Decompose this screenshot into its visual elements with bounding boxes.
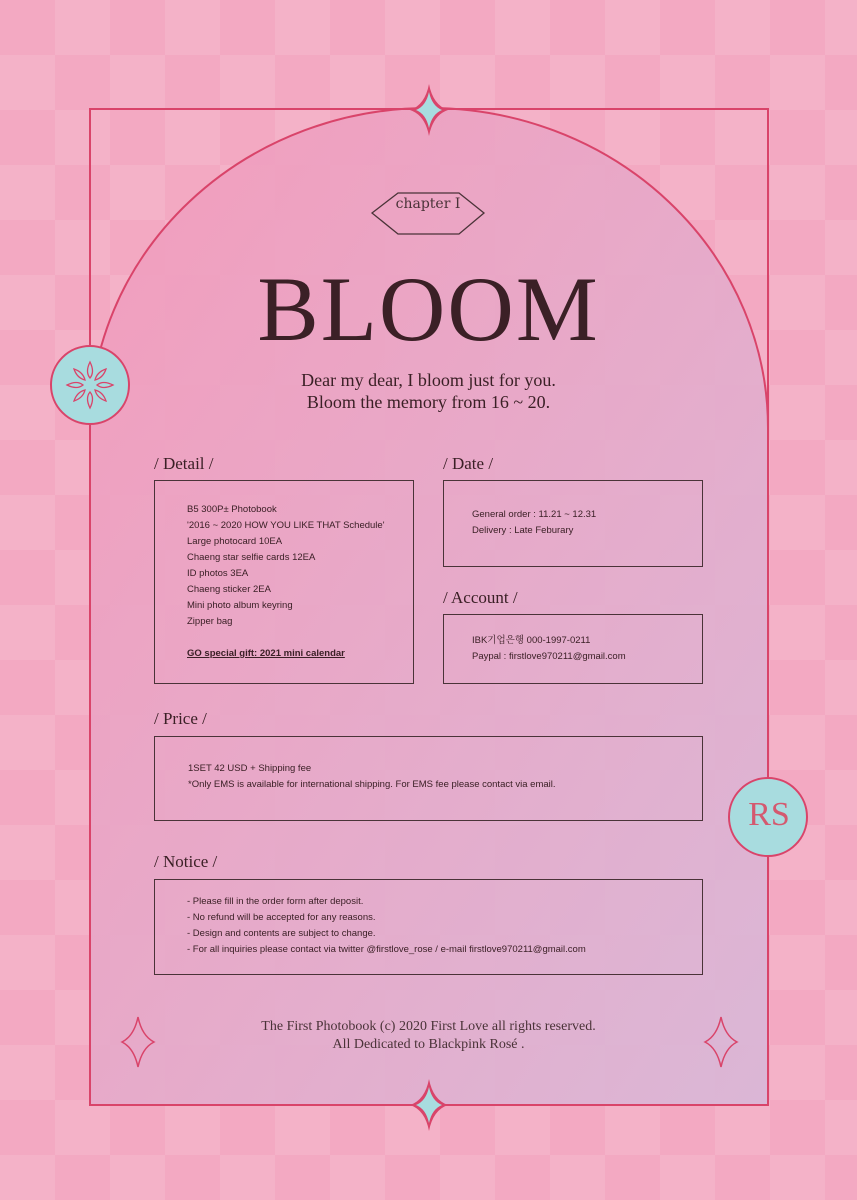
subtitle-line2: Bloom the memory from 16 ~ 20. xyxy=(306,392,551,412)
chapter-label: chapter I xyxy=(395,196,461,212)
footer-copyright: The First Photobook (c) 2020 First Love all rights reserved. xyxy=(261,1019,596,1034)
notice-title: / Notice / xyxy=(154,852,218,871)
account-box xyxy=(443,614,703,684)
date-box xyxy=(443,480,703,567)
notice-item: - For all inquiries please contact via twitter @firstlove_rose / e-mail firstlove970211@gmail.com xyxy=(187,944,586,955)
notice-item: - Please fill in the order form after deposit. xyxy=(187,896,364,907)
subtitle-line1: Dear my dear, I bloom just for you. xyxy=(301,370,556,390)
date-title: / Date / xyxy=(443,454,494,473)
detail-item: Chaeng sticker 2EA xyxy=(187,584,271,595)
detail-item: Mini photo album keyring xyxy=(187,600,293,611)
detail-item: Chaeng star selfie cards 12EA xyxy=(187,552,316,563)
price-box xyxy=(154,736,703,821)
special-gift: GO special gift: 2021 mini calendar xyxy=(187,648,345,659)
paypal-account: Paypal : firstlove970211@gmail.com xyxy=(472,651,626,662)
detail-item: ID photos 3EA xyxy=(187,568,249,579)
price-title: / Price / xyxy=(154,709,207,728)
detail-item: B5 300P± Photobook xyxy=(187,504,277,515)
account-title: / Account / xyxy=(443,588,518,607)
delivery: Delivery : Late Feburary xyxy=(472,525,574,536)
price-line2: *Only EMS is available for international shipping. For EMS fee please contact via email. xyxy=(188,779,556,790)
notice-item: - Design and contents are subject to change. xyxy=(187,928,376,939)
detail-list xyxy=(187,502,385,662)
detail-title: / Detail / xyxy=(154,454,214,473)
general-order: General order : 11.21 ~ 12.31 xyxy=(472,509,597,520)
price-line1: 1SET 42 USD + Shipping fee xyxy=(188,763,312,774)
notice-item: - No refund will be accepted for any reasons. xyxy=(187,912,376,923)
rs-monogram-icon: RS xyxy=(748,796,790,833)
bank-account: IBK기업은행 000-1997-0211 xyxy=(472,635,591,646)
page-title: BLOOM xyxy=(257,258,600,360)
detail-box xyxy=(154,480,414,684)
detail-item: Large photocard 10EA xyxy=(187,536,283,547)
detail-item: '2016 ~ 2020 HOW YOU LIKE THAT Schedule' xyxy=(187,520,385,531)
notice-box xyxy=(154,879,703,975)
detail-item: Zipper bag xyxy=(187,616,233,627)
footer-dedication: All Dedicated to Blackpink Rosé . xyxy=(332,1037,525,1052)
